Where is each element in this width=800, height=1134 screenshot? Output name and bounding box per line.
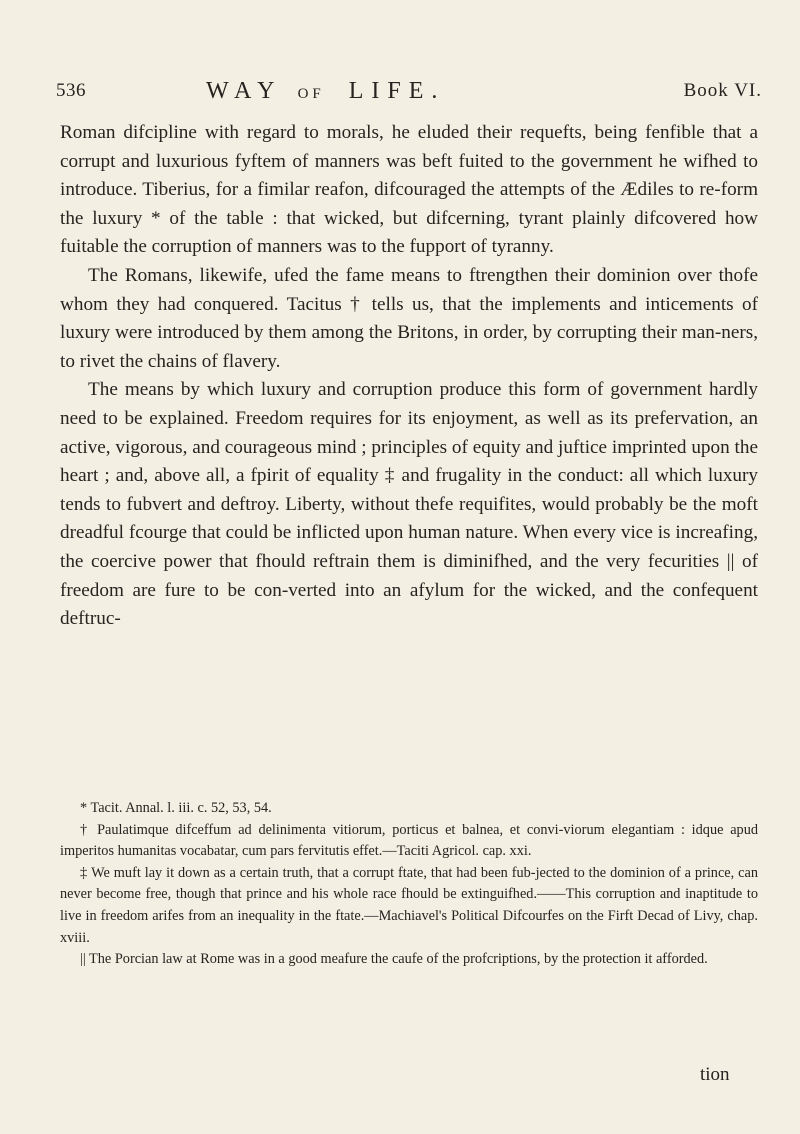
footnote: || The Porcian law at Rome was in a good meafure the caufe of the profcriptions, by the protection it afforded. [80, 951, 708, 968]
main-text [60, 119, 758, 634]
running-title-of: OF [297, 86, 325, 102]
running-header [56, 78, 762, 108]
footnotes [60, 798, 758, 971]
paragraph: The Romans, likewife, ufed the fame means to ftrengthen their dominion over thofe whom they had conquered. Tacitus † tells us, that the implements and inticements of luxury were introduced by them among the Britons, in order, by corrupting their man-ners, to rivet the chains of flavery. [60, 264, 758, 372]
catchword: tion [700, 1064, 730, 1085]
page-number: 536 [56, 80, 86, 101]
paragraph: Roman difcipline with regard to morals, he eluded their requefts, being fenfible that a corrupt and luxurious fyftem of manners was beft fuited to the government he wifhed to introduce. Tiberius, for a fimilar reafon, difcouraged the attempts of the Ædiles to re-form the luxury * of the table : that wicked, but difcerning, tyrant plainly difcovered how fuitable the corruption of manners was to the fupport of tyranny. [60, 122, 758, 258]
footnote: ‡ We muft lay it down as a certain truth, that a corrupt ftate, that had been fub-jected to the dominion of a prince, can never become free, though that prince and his whole race fhould be extinguifhed.——This corruption and inaptitude to live in freedom arifes from an inequality in the ftate.—Machiavel's Political Difcourfes on the Firft Decad of Livy, chap. xviii. [60, 864, 758, 946]
running-title-part1: WAY [206, 78, 282, 104]
running-title-part2: LIFE. [348, 78, 446, 104]
footnote: † Paulatimque difceffum ad delinimenta vitiorum, porticus et balnea, et convi-viorum elegantiam : idque apud imperitos humanitas vocabatar, cum pars fervitutis effet.—Taciti Agricol. cap. xxi. [60, 821, 758, 860]
running-title [206, 78, 445, 105]
footnote: * Tacit. Annal. l. iii. c. 52, 53, 54. [80, 800, 272, 816]
paragraph: The means by which luxury and corruption produce this form of government hardly need to be explained. Freedom requires for its enjoyment, as well as its prefervation, an active, vigorous, and courageous mind ; principles of equity and juftice imprinted upon the heart ; and, above all, a fpirit of equality ‡ and frugality in the conduct: all which luxury tends to fubvert and deftroy. Liberty, without thefe requifites, would probably be the moft dreadful fcourge that could be inflicted upon human nature. When every vice is increafing, the coercive power that fhould reftrain them is diminifhed, and the very fecurities || of freedom are fure to be con-verted into an afylum for the wicked, and the confequent deftruc- [60, 379, 758, 630]
book-label: Book VI. [683, 80, 762, 101]
